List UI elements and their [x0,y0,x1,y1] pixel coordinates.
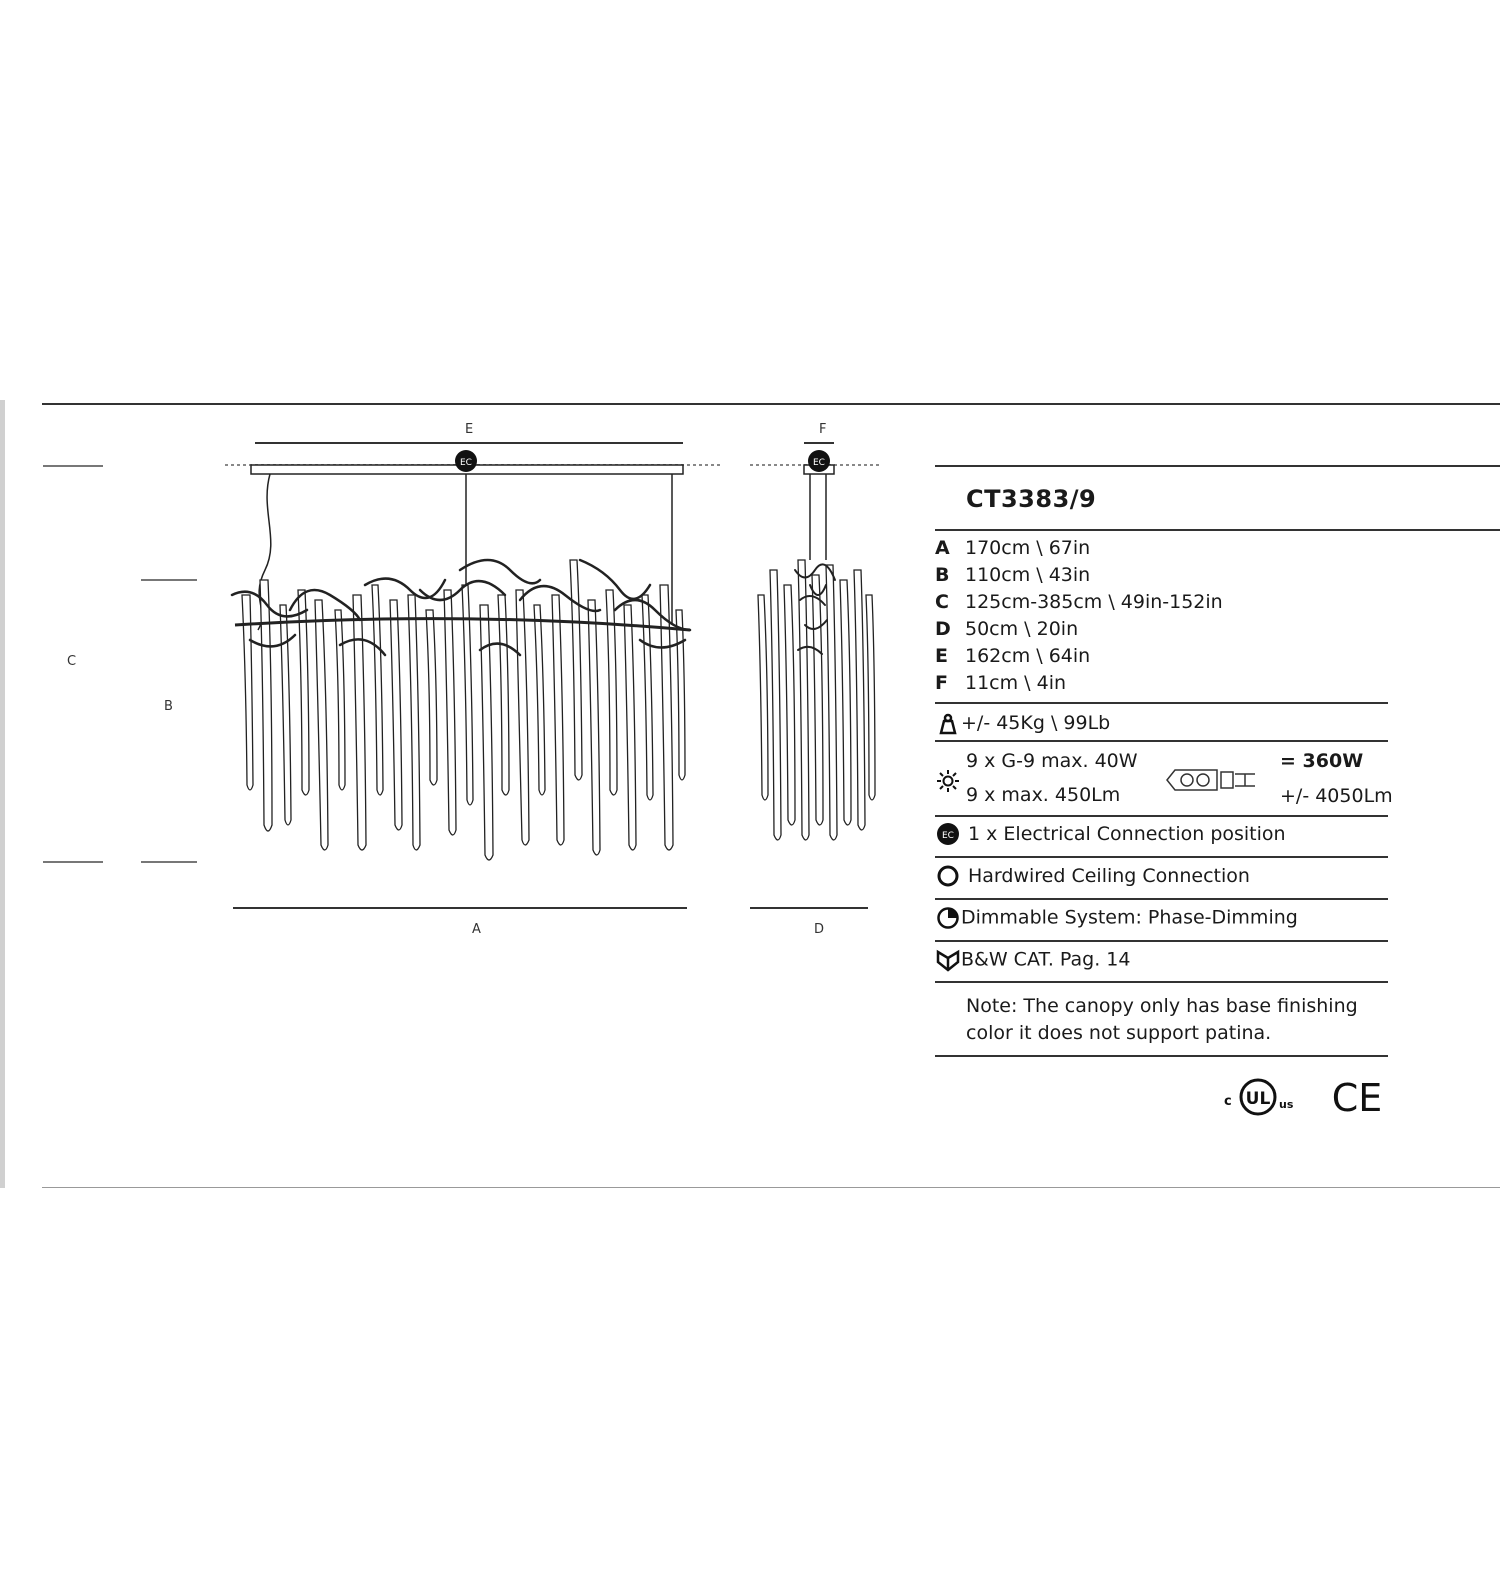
note-rule [935,1055,1388,1057]
lamp-spec-line-1: 9 x G-9 max. 40W [966,750,1138,772]
sun-icon [936,769,960,793]
feature-ec [935,822,1286,846]
weight-value: +/- 45Kg \ 99Lb [961,712,1111,734]
weight-row [935,712,1110,735]
feature-dimmable [935,906,1298,930]
weight-rule [935,740,1388,742]
catalog-icon [935,948,961,972]
lamp-spec-line-2: 9 x max. 450Lm [966,784,1121,806]
svg-text:EC: EC [942,831,954,841]
left-edge-line [0,400,5,1188]
g9-bulb-icon [1165,766,1259,794]
feature-hardwired-text: Hardwired Ceiling Connection [968,864,1250,887]
svg-text:EC: EC [813,458,825,468]
chandelier-side-view [750,410,885,940]
dimension-row-f: F 11cm \ 4in [935,672,1067,694]
spec-top-rule [935,465,1500,467]
feature-hardwired-rule [935,898,1388,900]
model-number: CT3383/9 [966,485,1097,513]
dimension-row-d: D 50cm \ 20in [935,618,1079,640]
total-lumen: +/- 4050Lm [1280,785,1393,807]
c-dimension-top-tick [43,465,103,467]
ec-icon [935,822,961,846]
feature-catalog-text: B&W CAT. Pag. 14 [961,948,1131,971]
top-rule [42,403,1500,405]
ce-logo [1328,1073,1386,1119]
bottom-rule [42,1187,1500,1188]
crystal-drops-front [242,560,685,860]
ring-icon [935,864,961,888]
lamp-rule [935,815,1388,817]
total-power: = 360W [1280,750,1364,772]
dimension-label-a: A [472,922,481,937]
feature-dimmable-text: Dimmable System: Phase-Dimming [961,906,1298,929]
crystal-drops-side [758,560,875,840]
feature-catalog [935,948,1130,972]
feature-catalog-rule [935,981,1388,983]
svg-text:c: c [1224,1094,1232,1109]
model-rule [935,529,1500,531]
dimension-row-e: E 162cm \ 64in [935,645,1091,667]
svg-text:us: us [1279,1098,1294,1111]
dimension-label-c: C [67,654,77,669]
svg-text:EC: EC [460,458,472,468]
feature-dimmable-rule [935,940,1388,942]
feature-ec-text: 1 x Electrical Connection position [968,822,1286,845]
weight-icon [935,713,961,735]
chandelier-front-view [220,410,730,940]
dimensions-list [935,537,1390,697]
feature-ec-rule [935,856,1388,858]
cul-us-logo [1222,1075,1302,1119]
dimension-row-b: B 110cm \ 43in [935,564,1091,586]
dimension-label-b: B [164,699,173,714]
c-dimension-bottom-tick [43,861,103,863]
b-dimension-bottom-tick [141,861,197,863]
dimension-label-e: E [465,422,474,437]
dimension-row-c: C 125cm-385cm \ 49in-152in [935,591,1223,613]
dimensions-rule [935,702,1388,704]
dimension-label-d: D [814,922,825,937]
feature-hardwired [935,864,1250,888]
canopy-note: Note: The canopy only has base finishing color it does not support patina. [966,995,1358,1044]
b-dimension-top-tick [141,579,197,581]
dimension-label-f: F [819,422,827,437]
svg-text:CE: CE [1331,1076,1383,1119]
svg-text:UL: UL [1245,1089,1271,1109]
dimension-row-a: A 170cm \ 67in [935,537,1091,559]
dimmer-icon [935,906,961,930]
